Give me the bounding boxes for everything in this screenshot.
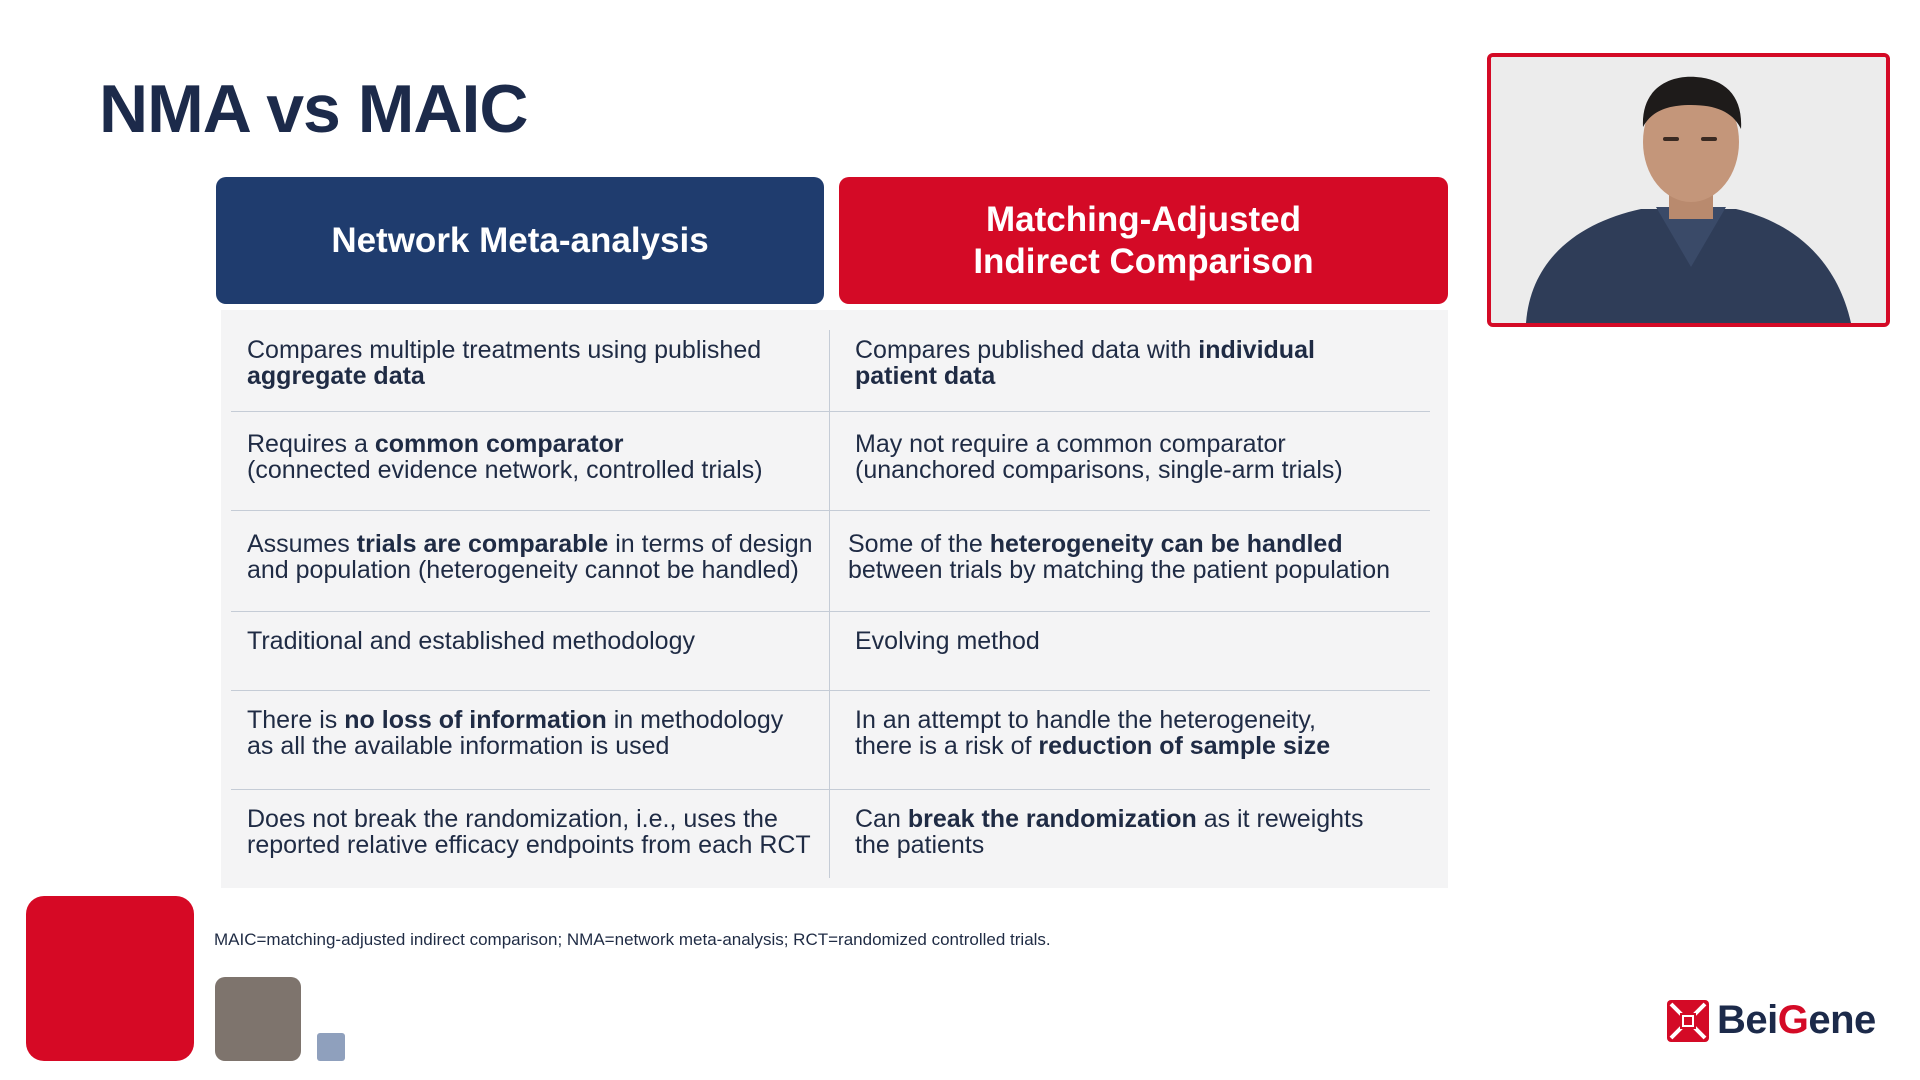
cell-text: as it reweights <box>1196 805 1364 833</box>
cell-text: (connected evidence network, controlled trials) <box>247 456 763 484</box>
row-divider <box>231 411 1430 412</box>
nma-cell <box>247 431 763 483</box>
emphasis-text: no loss of information <box>344 706 607 734</box>
cell-text: in methodology <box>606 706 784 734</box>
cell-text: In an attempt to handle the heterogeneity, <box>855 706 1316 734</box>
cell-line <box>848 557 1390 583</box>
cell-text: Compares published data with <box>855 336 1199 364</box>
cell-text: between trials by matching the patient population <box>848 556 1391 584</box>
decorative-blue-square <box>317 1033 345 1061</box>
emphasis-text: break the randomization <box>907 805 1197 833</box>
cell-text: There is <box>247 706 345 734</box>
emphasis-text: aggregate data <box>247 362 425 390</box>
emphasis-text: individual <box>1198 336 1315 364</box>
maic-cell <box>855 431 1343 483</box>
row-divider <box>231 789 1430 790</box>
nma-cell <box>247 628 695 654</box>
cell-line <box>247 531 813 557</box>
cell-text: (unanchored comparisons, single-arm trials) <box>855 456 1343 484</box>
presenter-image <box>1491 57 1886 323</box>
cell-line <box>855 707 1330 733</box>
slide-title: NMA vs MAIC <box>99 71 528 147</box>
header-line: Network Meta-analysis <box>331 220 709 260</box>
cell-line <box>855 337 1315 363</box>
cell-text: Compares multiple treatments using published <box>247 336 762 364</box>
cell-line <box>247 628 695 654</box>
cell-text: Can <box>855 805 908 833</box>
cell-line <box>247 431 763 457</box>
cell-line <box>247 707 783 733</box>
cell-line <box>855 832 1364 858</box>
cell-text: in terms of design <box>608 530 813 558</box>
decorative-gray-square <box>215 977 301 1061</box>
row-divider <box>231 690 1430 691</box>
maic-cell <box>855 707 1330 759</box>
row-divider <box>231 510 1430 511</box>
cell-line <box>848 531 1390 557</box>
cell-text: the patients <box>855 831 985 859</box>
cell-line <box>247 832 811 858</box>
cell-text: and population (heterogeneity cannot be handled) <box>247 556 799 584</box>
cell-text: Requires a <box>247 430 375 458</box>
cell-line <box>855 733 1330 759</box>
cell-text: reported relative efficacy endpoints from each RCT <box>247 831 811 859</box>
cell-text: Traditional and established methodology <box>247 627 695 655</box>
nma-cell <box>247 337 761 389</box>
cell-line <box>855 363 1315 389</box>
cell-line <box>247 363 761 389</box>
cell-text: Some of the <box>848 530 990 558</box>
maic-column-header <box>839 177 1448 304</box>
beigene-logo-icon <box>1667 1000 1709 1042</box>
cell-text: Evolving method <box>855 627 1040 655</box>
row-divider <box>231 611 1430 612</box>
maic-header-text <box>973 199 1313 283</box>
cell-text: there is a risk of <box>855 732 1039 760</box>
cell-text: Assumes <box>247 530 357 558</box>
cell-text: Does not break the randomization, i.e., uses the <box>247 805 778 833</box>
cell-text: May not require a common comparator <box>855 430 1286 458</box>
nma-cell <box>247 707 783 759</box>
footnote: MAIC=matching-adjusted indirect comparison; NMA=network meta-analysis; RCT=randomized controlled trials. <box>214 930 1051 949</box>
cell-line <box>855 431 1343 457</box>
emphasis-text: common comparator <box>374 430 624 458</box>
emphasis-text: heterogeneity can be handled <box>989 530 1343 558</box>
emphasis-text: reduction of sample size <box>1038 732 1331 760</box>
maic-cell <box>855 806 1364 858</box>
beigene-logo <box>1667 998 1876 1043</box>
beigene-wordmark: BeiGene <box>1717 998 1876 1042</box>
header-line: Indirect Comparison <box>973 241 1314 281</box>
maic-cell <box>855 337 1315 389</box>
cell-line <box>247 557 813 583</box>
cell-line <box>855 457 1343 483</box>
maic-cell <box>855 628 1040 654</box>
comparison-table <box>221 310 1448 888</box>
cell-line <box>855 628 1040 654</box>
header-line: Matching-Adjusted <box>986 199 1301 239</box>
cell-text: as all the available information is used <box>247 732 670 760</box>
cell-line <box>247 457 763 483</box>
cell-line <box>247 337 761 363</box>
cell-line <box>855 806 1364 832</box>
cell-line <box>247 806 811 832</box>
presenter-video-feed <box>1487 53 1890 327</box>
decorative-red-square <box>26 896 194 1061</box>
emphasis-text: patient data <box>855 362 996 390</box>
nma-cell <box>247 531 813 583</box>
column-divider <box>829 330 830 878</box>
nma-column-header <box>216 177 824 304</box>
cell-line <box>247 733 783 759</box>
nma-header-text <box>331 220 708 262</box>
nma-cell <box>247 806 811 858</box>
maic-cell <box>848 531 1390 583</box>
emphasis-text: trials are comparable <box>356 530 609 558</box>
